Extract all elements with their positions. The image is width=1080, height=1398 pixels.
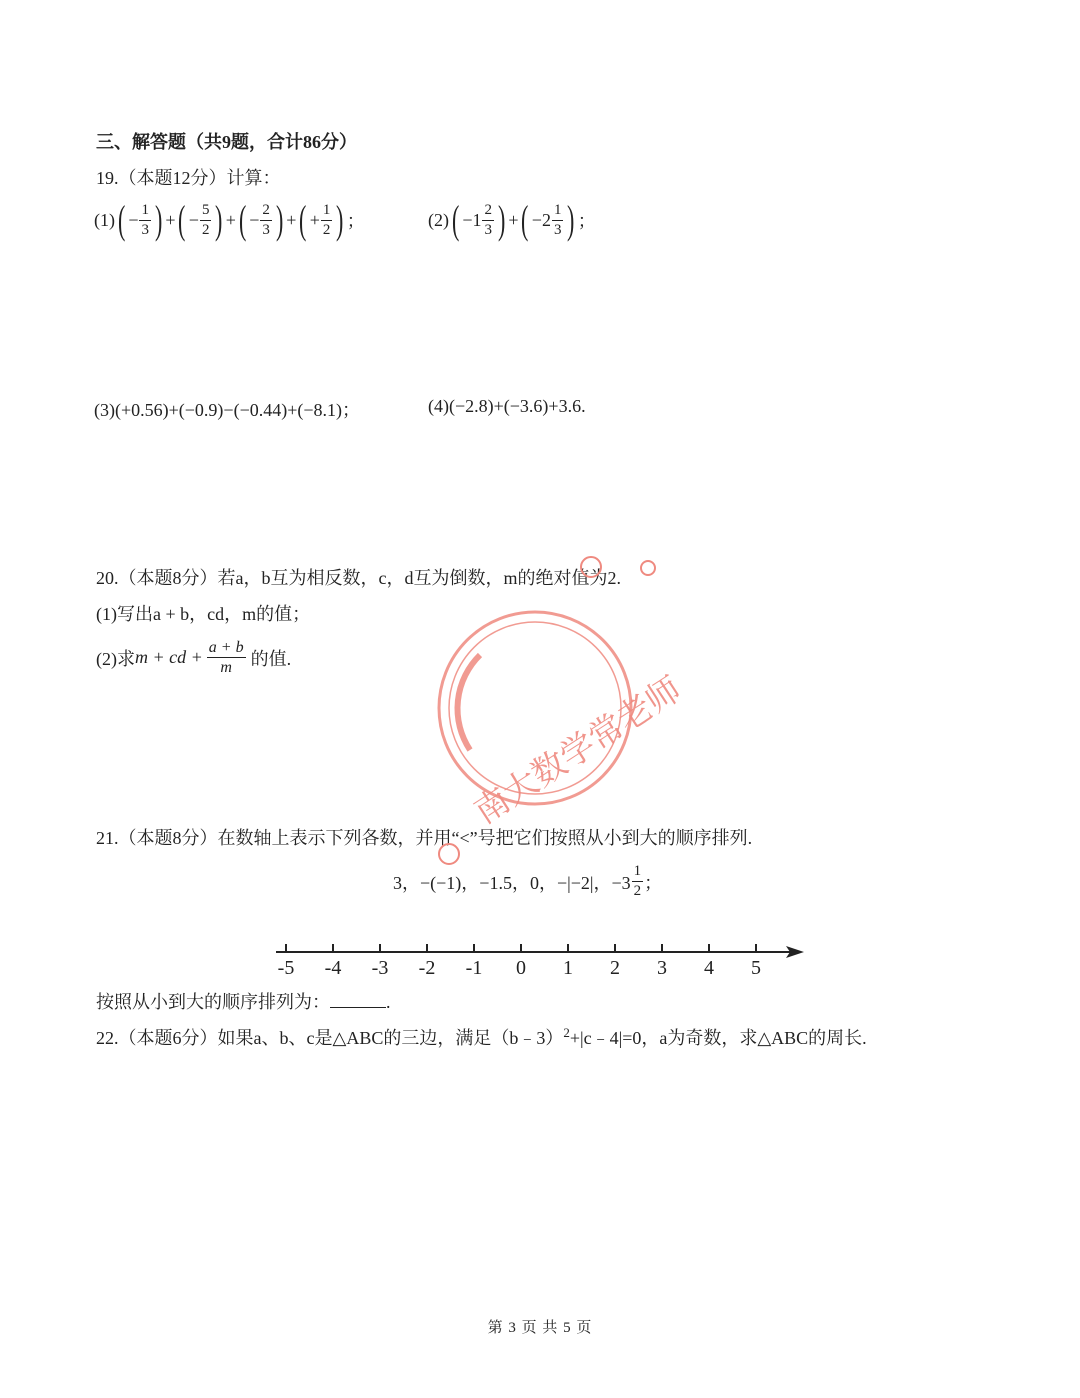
q20-part2-suffix: 的值. (250, 648, 292, 669)
q20-part2-fraction (207, 638, 246, 677)
q21-answer (96, 988, 391, 1014)
axis-tick-label: 3 (657, 957, 667, 979)
axis-tick-label: -4 (324, 957, 342, 979)
axis-tick-label: 1 (563, 957, 573, 979)
axis-tick-label: -3 (371, 957, 389, 979)
q20-part2-expr: m + cd + (135, 647, 203, 667)
q19-part1-label: (1) (94, 209, 115, 230)
section-heading: 三、解答题（共9题，合计86分） (96, 132, 357, 152)
q22-text-a: 22.（本题6分）如果a、b、c是△ABC的三边，满足（b﹣3） (96, 1028, 564, 1048)
axis-tick-label: 4 (704, 957, 714, 979)
q19-part4-label: (4) (428, 396, 449, 416)
question-19-heading: 19.（本题12分）计算： (96, 168, 281, 188)
axis-tick-label: 5 (751, 957, 761, 979)
q21-fraction-numerator: 1 (632, 862, 644, 882)
question-21-heading: 21.（本题8分）在数轴上表示下列各数，并用“<”号把它们按照从小到大的顺序排列. (96, 828, 753, 848)
q19-part3-label: (3) (94, 400, 115, 420)
axis-tick-label: -2 (418, 957, 436, 979)
q21-fraction-denominator: 2 (633, 883, 642, 899)
q20-fraction-numerator: a + b (208, 639, 244, 656)
q20-part2 (96, 638, 291, 677)
q19-part2: (2) ( −1 2 3 ) + ( −2 1 3 ) ； (428, 197, 596, 242)
q22-superscript: 2 (563, 1025, 570, 1040)
q20-fraction-denominator: m (220, 659, 232, 676)
watermark-text: 南大数学常老师 (467, 669, 689, 833)
q21-answer-end: . (386, 992, 391, 1012)
q20-part2-prefix: (2)求 (96, 648, 135, 669)
mark-circles-q20 (578, 556, 668, 586)
q19-part3 (94, 396, 360, 422)
q19-part4-expr: (−2.8)+(−3.6)+3.6. (449, 396, 586, 416)
question-22-heading (96, 1024, 867, 1050)
q20-part1: (1)写出a + b，cd，m的值； (96, 604, 311, 624)
q21-mixed-fraction (632, 862, 644, 901)
page-footer: 第 3 页 共 5 页 (487, 1320, 593, 1336)
q21-numbers-end: ； (644, 872, 663, 893)
q21-numbers: 3，−(−1)，−1.5，0，−|−2|，−3 (393, 872, 631, 893)
watermark-stamp (420, 600, 689, 833)
q21-answer-label: 按照从小到大的顺序排列为： (96, 992, 330, 1012)
number-line (270, 938, 810, 982)
q21-answer-blank[interactable] (330, 991, 386, 1008)
q22-text-b: +|c﹣4|=0，a为奇数，求△ABC的周长. (569, 1028, 867, 1048)
q21-number-list (393, 862, 662, 901)
q19-part4 (428, 396, 586, 417)
axis-tick-label: -5 (277, 957, 295, 979)
axis-tick-label: 0 (516, 957, 526, 979)
axis-tick-label: -1 (465, 957, 483, 979)
q19-part1: (1) ( − $\frac{1}{3}$ ) + ( − $\frac{5}{2}$ ) + ( − $\frac{2}{3}$ ) + ( + $\frac{1}{2}$ ) ； (94, 197, 365, 242)
question-20-heading: 20.（本题8分）若a，b互为相反数，c，d互为倒数，m的绝对值为2. (96, 568, 621, 588)
q19-part2-label: (2) (428, 209, 449, 230)
axis-tick-label: 2 (610, 957, 620, 979)
q19-part3-expr: (+0.56)+(−0.9)−(−0.44)+(−8.1)； (115, 400, 361, 420)
